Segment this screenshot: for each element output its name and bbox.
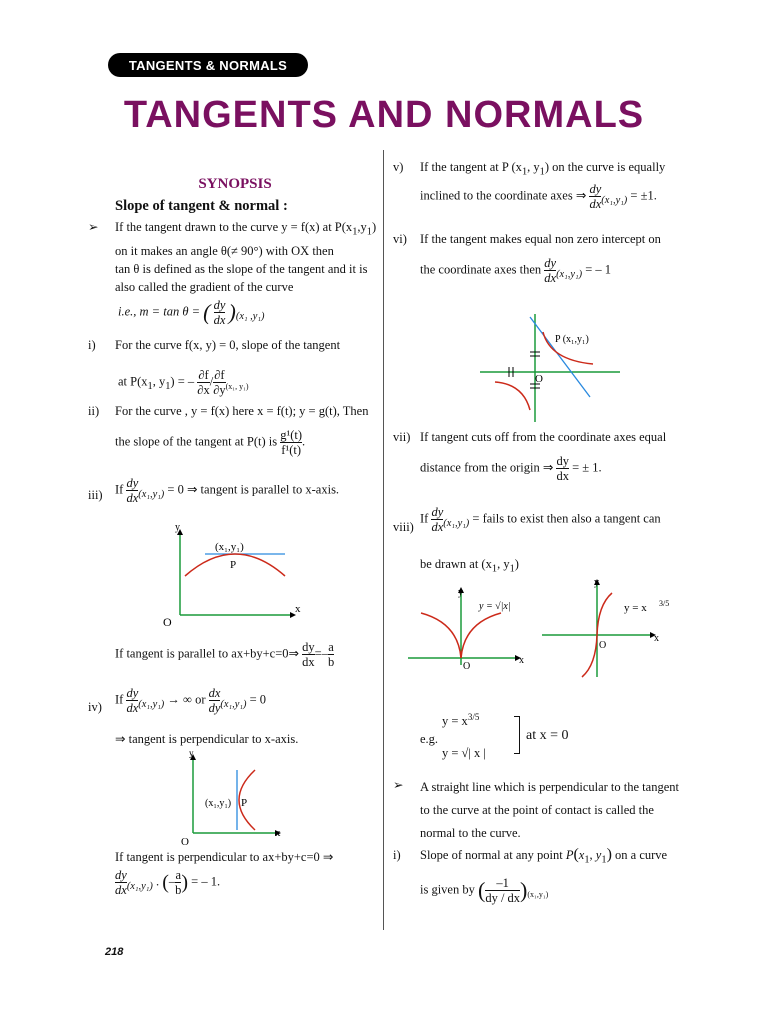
chapter-badge: TANGENTS & NORMALS <box>108 53 308 77</box>
item-i-formula: at $P(x_1$, $y_1$) = – $\frac{\partial f}{\partial x}$ / $\frac{\partial f}{\partial y}$ $_{(x_1, y_1)}$ <box>118 368 249 397</box>
graph-x-three-fifths <box>540 575 680 680</box>
item-vi-text: If the tangent makes equal non zero intercept on <box>420 232 661 246</box>
item-viii-text: If $\frac{dy}{dx}$ $_{(x_1,y_1)}$ = fails to exist then also a tangent can <box>420 505 661 534</box>
graph5-origin-label: O <box>599 640 607 651</box>
normal-item-i-label: i) <box>393 848 401 862</box>
graph5-x-label: x <box>654 633 659 644</box>
item-v-label: v) <box>393 160 404 174</box>
normal-definition: A straight line which is perpendicular to the tangent to the curve at the point of contact is called the normal to the curve. <box>420 780 679 840</box>
item-vi-formula: the coordinate axes then $\frac{dy}{dx}$ $_{(x_1,y_1)}$ = – 1 <box>420 256 612 285</box>
graph4-eq-label: y = √|x| <box>479 601 511 612</box>
item-iv-label: iv) <box>88 700 102 714</box>
graph2-y-label: y <box>189 748 194 758</box>
normal-slope-formula: is given by ( $\frac{-1}{dy / dx}$ )$_{(x_1,y_1)}$ <box>420 876 549 905</box>
graph1-origin-label: O <box>163 615 172 629</box>
synopsis-heading: SYNOPSIS <box>198 176 272 192</box>
page-number: 218 <box>105 946 124 958</box>
graph2-origin-label: O <box>181 836 189 848</box>
eg-label: e.g. <box>420 732 439 746</box>
normal-bullet-icon: ➢ <box>393 778 404 792</box>
item-iv-text: If $\frac{dy}{dx}$ $_{(x_1,y_1)}$ → ∞ or $\frac{dx}{dy}$ $_{(x_1,y_1)}$ = 0 <box>115 686 266 715</box>
graph1-p-label: P <box>230 559 237 571</box>
item-viii-text2: be drawn at ($x_1$, $y_1$) <box>420 557 519 575</box>
item-i-label: i) <box>88 338 96 352</box>
graph-horizontal-tangent <box>155 520 315 630</box>
item-vi-label: vi) <box>393 232 407 246</box>
eg-bracket <box>514 716 520 754</box>
eg-line1: $y = x^{3/5}$ <box>442 712 480 729</box>
item-iv-result: ⇒ tangent is perpendicular to x-axis. <box>115 732 299 746</box>
item-ii-text2: the slope of the tangent at P(t) is $\frac{\text{g¹(t)}}{\text{f¹(t)}}$ . <box>115 428 306 457</box>
item-viii-label: viii) <box>393 520 414 534</box>
bullet-icon: ➢ <box>88 220 99 234</box>
parallel-condition: If tangent is parallel to ax+by+c=0⇒ $\frac{dy}{dx}$ =– $\frac{a}{b}$ <box>115 640 335 669</box>
graph5-eq-label: y = x <box>624 602 647 614</box>
graph-sqrt-abs <box>403 585 528 670</box>
eg-at-condition: at x = 0 <box>526 728 569 743</box>
graph2-p-label: P <box>241 797 248 809</box>
graph5-exp-label: 3/5 <box>659 599 670 608</box>
item-iii-label: iii) <box>88 488 103 502</box>
graph-equal-intercept <box>475 312 625 427</box>
graph4-x-label: x <box>519 655 524 666</box>
graph-vertical-tangent <box>175 748 295 848</box>
item-ii-text: For the curve , y = f(x) here x = f(t); y = g(t), Then <box>115 404 369 418</box>
graph4-y-label: y <box>458 587 463 598</box>
intro-paragraph: If the tangent drawn to the curve y = f(x) at $P(x_1,y_1)$ on it makes an angle θ(≠ 90°) with OX then tan θ is defined as the slope of the tangent and it is also called the gradient of the curve <box>115 220 377 294</box>
perp-condition: If tangent is perpendicular to ax+by+c=0 ⇒ <box>115 850 334 864</box>
item-i-text: For the curve f(x, y) = 0, slope of the tangent <box>115 338 341 352</box>
item-vii-label: vii) <box>393 430 411 444</box>
column-divider <box>383 150 384 930</box>
graph1-x-label: x <box>295 603 301 615</box>
item-iii-text: If $\frac{dy}{dx}$ $_{(x_1,y_1)}$ = 0 ⇒ tangent is parallel to x-axis. <box>115 476 340 505</box>
item-v-text: If the tangent at P ($x_1$, $y_1$) on the curve is equally <box>420 160 666 178</box>
graph1-y-label: y <box>175 522 180 533</box>
graph2-point-label: (x₁,y₁) <box>205 798 232 809</box>
item-v-formula: inclined to the coordinate axes ⇒ $\frac{dy}{dx}$ $_{(x_1,y_1)}$ = ±1. <box>420 182 657 211</box>
gradient-formula: i.e., m = tan θ = ( $\frac{dy}{dx}$ )$_{(x_1 ,y_1)}$ <box>118 298 265 327</box>
item-vii-text: If tangent cuts off from the coordinate axes equal <box>420 430 667 444</box>
item-vii-formula: distance from the origin ⇒ $\frac{dy}{dx}$ = ± 1. <box>420 454 602 483</box>
graph5-y-label: y <box>594 577 599 588</box>
normal-item-i-text: Slope of normal at any point $P(x_1$, $y_1$) on a curve <box>420 846 668 866</box>
eg-line2: y = √| x | <box>442 746 486 760</box>
item-ii-label: ii) <box>88 404 100 418</box>
graph2-x-label: x <box>275 827 281 839</box>
graph4-origin-label: O <box>463 661 471 670</box>
graph3-origin-label: O <box>535 373 543 385</box>
graph1-point-label: (x₁,y₁) <box>215 541 244 553</box>
perp-equation: $\frac{dy}{dx}$ $_{(x_1,y_1)}$ . (– $\frac{a}{b}$ ) = – 1. <box>115 868 221 897</box>
slope-subheading: Slope of tangent & normal : <box>115 198 288 214</box>
graph3-point-label: P (x₁,y₁) <box>555 334 589 345</box>
page-title: TANGENTS AND NORMALS <box>123 94 645 136</box>
